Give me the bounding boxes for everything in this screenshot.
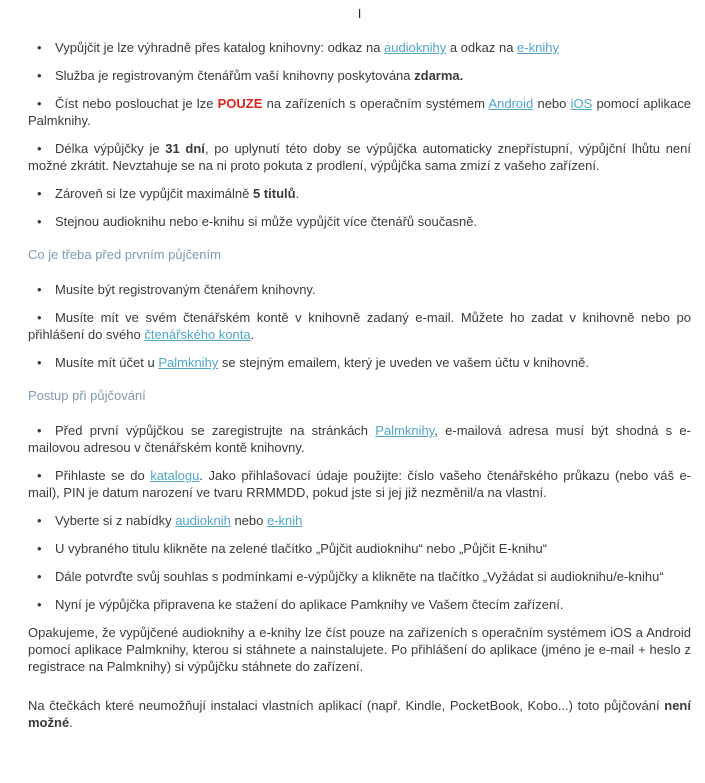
bold-31-dni: 31 dní [165,141,205,156]
text-run: Opakujeme, že vypůjčené audioknihy a e-knihy lze číst pouze na zařízeních s operačním systémem iOS a Android pomocí aplikace Palmknihy, kterou si stáhnete a nainstalujete. Po přihlášení do aplikace (jméno je e-mail + heslo z registrace na Palmknihy) si výpůjčku stáhnete do zařízení. [28,625,691,674]
link-katalogu[interactable]: katalogu [150,468,200,483]
bullet-marker-icon: • [37,597,42,612]
text-run: nebo [533,96,571,111]
bullet-item [28,354,691,371]
text-run: se stejným emailem, který je uveden ve vašem účtu v knihovně. [218,355,589,370]
link-ios[interactable]: iOS [570,96,593,111]
text-cursor: I [357,6,362,21]
paragraph-ctecky [28,697,691,731]
bullet-item [28,568,691,585]
bullet-marker-icon: • [37,355,42,370]
text-run: . [69,715,73,730]
bullet-marker-icon: • [37,141,42,156]
bullet-marker-icon: • [37,569,42,584]
bullet-marker-icon: • [37,186,42,201]
text-run: pomocí aplikace Palmknihy. [28,96,691,128]
text-run: . Jako přihlašovací údaje použijte: číslo vašeho čtenářského průkazu (nebo váš e-mail), PIN je datum narození ve tvaru RRMMDD, pokud jste si jej již nezměnil/a na vlastní. [28,468,692,500]
bullet-item [28,422,691,456]
bold-zdarma: zdarma. [414,68,464,83]
heading-pred-prvnim-pujcenim: Co je třeba před prvním půjčením [28,247,221,262]
text-run: na zařízeních s operačním systémem [262,96,489,111]
paragraph-opakujeme [28,624,691,675]
text-run: U vybraného titulu klikněte na zelené tlačítko „Půjčit audioknihu“ nebo „Půjčit E-knihu“ [55,541,548,556]
text-run: Na čtečkách které neumožňují instalaci vlastních aplikací (např. Kindle, PocketBook, Kobo...) toto půjčování [28,698,665,713]
document-content [28,39,691,731]
text-run: Číst nebo poslouchat je lze [55,96,218,111]
highlight-pouze: POUZE [217,96,263,111]
link-audioknihy[interactable]: audioknihy [384,40,447,55]
bullet-item [28,596,691,613]
bullet-item [28,512,691,529]
document [0,5,705,731]
link-palmknihy-registrace[interactable]: Palmknihy [375,423,435,438]
text-run: Musíte být registrovaným čtenářem knihovny. [55,282,316,297]
bullet-marker-icon: • [37,68,42,83]
text-run: Musíte mít účet u [55,355,159,370]
bullet-marker-icon: • [37,541,42,556]
bullet-item [28,185,691,202]
text-run: Služba je registrovaným čtenářům vaší knihovny poskytována [55,68,415,83]
link-e-knih[interactable]: e-knih [267,513,303,528]
text-run: Přihlaste se do [55,468,151,483]
bullet-marker-icon: • [37,96,42,111]
text-run: nebo [230,513,267,528]
text-run: Délka výpůjčky je [55,141,166,156]
bullet-marker-icon: • [37,40,42,55]
bullet-marker-icon: • [37,310,42,325]
text-run: . [250,327,255,342]
text-run: Před první výpůjčkou se zaregistrujte na stránkách [55,423,376,438]
link-android[interactable]: Android [488,96,534,111]
link-palmknihy[interactable]: Palmknihy [158,355,219,370]
bullet-marker-icon: • [37,214,42,229]
bullet-item [28,213,691,230]
text-run: a odkaz na [446,40,518,55]
bullet-item [28,39,691,56]
text-run: , e-mailová adresa musí být shodná s e-mailovou adresou v čtenářském kontě knihovny. [28,423,691,455]
bullet-marker-icon: • [37,282,42,297]
bullet-marker-icon: • [37,423,42,438]
bullet-item [28,309,691,343]
text-run: Nyní je výpůjčka připravena ke stažení do aplikace Pamknihy ve Vašem čtecím zařízení. [55,597,564,612]
text-run: Dále potvrďte svůj souhlas s podmínkami e-výpůjčky a klikněte na tlačítko „Vyžádat si audioknihu/e-knihu“ [55,569,664,584]
bullet-item [28,540,691,557]
bullet-item [28,281,691,298]
link-e-knihy[interactable]: e-knihy [517,40,559,55]
text-run: , po uplynutí této doby se výpůjčka automaticky znepřístupní, výpůjční lhůtu není možné zkrátit. Nevztahuje se na ni proto pokuta z prodlení, výpůjčka sama zmizí z vašeho zařízení. [28,141,691,173]
bullet-marker-icon: • [37,468,42,483]
text-run: Vyberte si z nabídky [55,513,176,528]
bullet-item [28,95,691,129]
bullet-item [28,67,691,84]
bullet-item [28,140,691,174]
text-run: Vypůjčit je lze výhradně přes katalog knihovny: odkaz na [55,40,385,55]
text-run: Stejnou audioknihu nebo e-knihu si může vypůjčit více čtenářů současně. [55,214,478,229]
text-run: Zároveň si lze vypůjčit maximálně [55,186,253,201]
heading-postup-pri-pujcovani: Postup při půjčování [28,388,146,403]
text-run: Musíte mít ve svém čtenářském kontě v knihovně zadaný e-mail. Můžete ho zadat v knihovně nebo po přihlášení do svého [28,310,691,342]
bold-neni-mozne: není možné [28,698,691,730]
link-audioknih[interactable]: audioknih [175,513,231,528]
bullet-marker-icon: • [37,513,42,528]
bold-5-titulu: 5 titulů [252,186,296,201]
text-run: . [295,186,300,201]
bullet-item [28,467,691,501]
link-ctenarskeho-konta[interactable]: čtenářského konta [144,327,251,342]
